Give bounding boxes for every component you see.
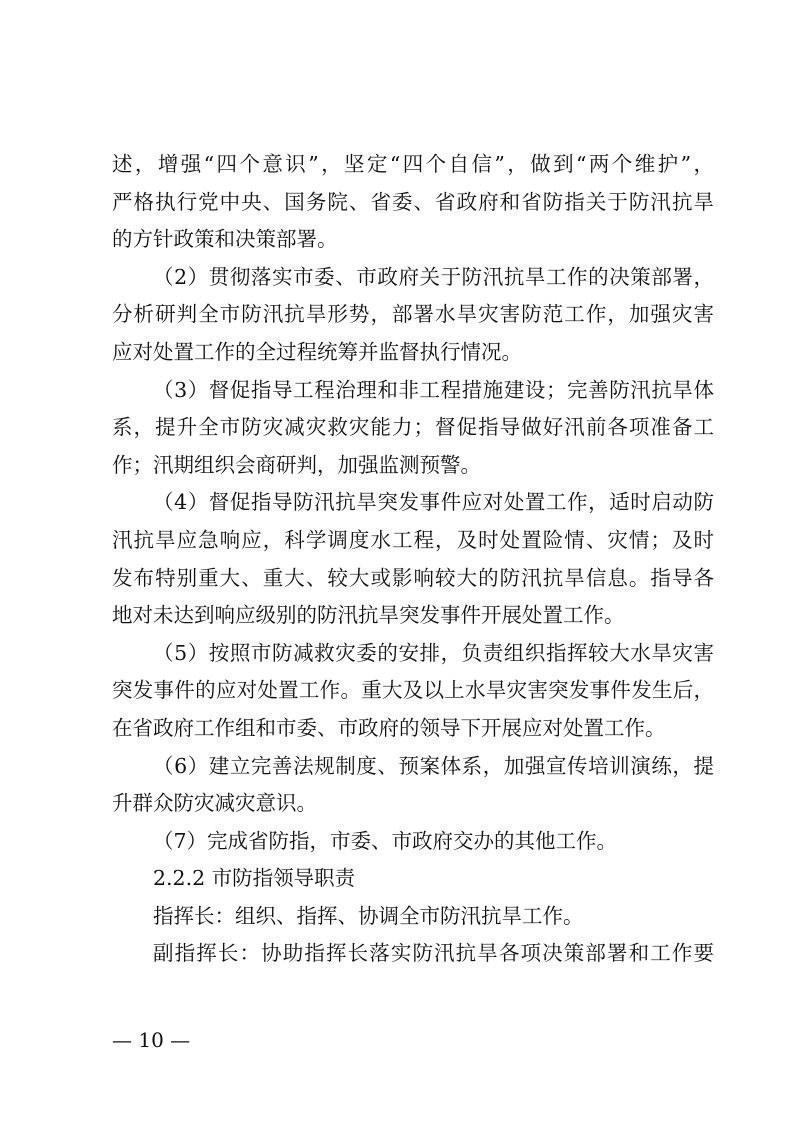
text-line: （5）按照市防减救灾委的安排，负责组织指挥较大水旱灾害 [153, 640, 714, 665]
text-line: 汛抗旱应急响应，科学调度水工程，及时处置险情、灾情；及时 [112, 527, 714, 552]
text-line: 的方针政策和决策部署。 [112, 227, 338, 252]
text-line: 指挥长：组织、指挥、协调全市防汛抗旱工作。 [153, 903, 584, 928]
text-line: （6）建立完善法规制度、预案体系，加强宣传培训演练，提 [153, 753, 714, 778]
text-line: 作；汛期组织会商研判，加强监测预警。 [112, 452, 481, 477]
page-number: — 10 — [112, 1028, 191, 1052]
text-line: 述，增强“四个意识”，坚定“四个自信”，做到“两个维护”， [112, 152, 714, 176]
text-line: 系，提升全市防灾减灾救灾能力；督促指导做好汛前各项准备工 [112, 415, 714, 440]
text-line: 在省政府工作组和市委、市政府的领导下开展应对处置工作。 [112, 715, 666, 740]
text-line: 严格执行党中央、国务院、省委、省政府和省防指关于防汛抗旱 [112, 189, 714, 214]
text-line: （2）贯彻落实市委、市政府关于防汛抗旱工作的决策部署， [153, 264, 714, 289]
text-line: 应对处置工作的全过程统筹并监督执行情况。 [112, 339, 522, 364]
text-line: 突发事件的应对处置工作。重大及以上水旱灾害突发事件发生后， [112, 678, 714, 703]
text-line: （4）督促指导防汛抗旱突发事件应对处置工作，适时启动防 [153, 490, 714, 515]
text-line: 副指挥长：协助指挥长落实防汛抗旱各项决策部署和工作要 [153, 941, 714, 966]
section-heading: 2.2.2 市防指领导职责 [153, 866, 356, 891]
body-text [112, 146, 714, 973]
text-line: 地对未达到响应级别的防汛抗旱突发事件开展处置工作。 [112, 603, 625, 628]
text-line: （7）完成省防指，市委、市政府交办的其他工作。 [153, 828, 618, 853]
text-line: 升群众防灾减灾意识。 [112, 791, 317, 816]
text-line: 分析研判全市防汛抗旱形势，部署水旱灾害防范工作，加强灾害 [112, 302, 714, 327]
text-line: 发布特别重大、重大、较大或影响较大的防汛抗旱信息。指导各 [112, 565, 714, 590]
text-line: （3）督促指导工程治理和非工程措施建设；完善防汛抗旱体 [153, 377, 714, 402]
